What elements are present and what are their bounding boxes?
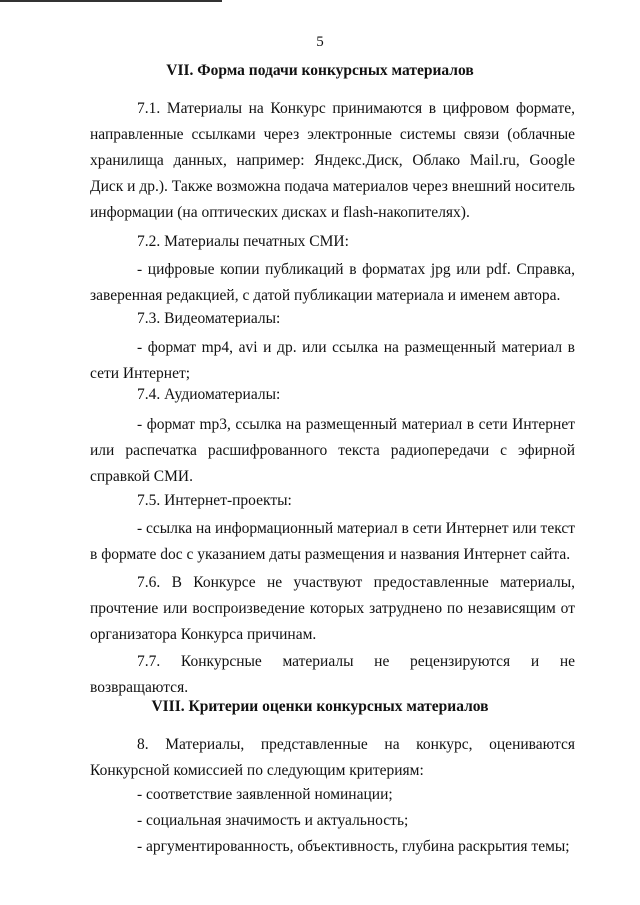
paragraph-7-2: - цифровые копии публикаций в форматах jpg или pdf. Справка, заверенная редакцией, с датой публикации материала и именем автора. [90, 261, 575, 304]
paragraph-7-3: - формат mp4, avi и др. или ссылка на размещенный материал в сети Интернет; [90, 339, 575, 382]
section-title-7: VII. Форма подачи конкурсных материалов [166, 62, 474, 79]
heading-7-4: 7.4. Аудиоматериалы: [137, 386, 281, 403]
criterion-item: - соответствие заявленной номинации; [137, 786, 393, 803]
section-title-8: VIII. Критерии оценки конкурсных материалов [151, 698, 489, 715]
heading-7-2: 7.2. Материалы печатных СМИ: [137, 233, 349, 250]
paragraph-8: 8. Материалы, представленные на конкурс, оцениваются Конкурсной комиссией по следующим критериям: [90, 736, 575, 779]
paragraph-7-1: 7.1. Материалы на Конкурс принимаются в цифровом формате, направленные ссылками через электронные системы связи (облачные хранилища данных, например: Яндекс.Диск, Облако Mail.ru, Google Диск и др.). Также возможна подача материалов через внешний носитель информации (на оптических дисках и flash-накопителях). [90, 100, 575, 221]
criterion-item: - социальная значимость и актуальность; [137, 812, 409, 829]
paragraph-7-7: 7.7. Конкурсные материалы не рецензируются и не возвращаются. [90, 653, 575, 696]
heading-7-3: 7.3. Видеоматериалы: [137, 310, 281, 327]
heading-7-5: 7.5. Интернет-проекты: [137, 492, 292, 509]
paragraph-7-6: 7.6. В Конкурсе не участвуют предоставленные материалы, прочтение или воспроизведение которых затруднено по независящим от организатора Конкурса причинам. [90, 574, 575, 643]
paragraph-7-4: - формат mp3, ссылка на размещенный материал в сети Интернет или распечатка расшифрованного текста радиопередачи с эфирной справкой СМИ. [90, 416, 575, 485]
page-number: 5 [316, 34, 324, 50]
criterion-item: - аргументированность, объективность, глубина раскрытия темы; [137, 838, 570, 855]
paragraph-7-5: - ссылка на информационный материал в сети Интернет или текст в формате doc с указанием даты размещения и названия Интернет сайта. [90, 520, 575, 563]
scan-edge-line [0, 0, 222, 2]
